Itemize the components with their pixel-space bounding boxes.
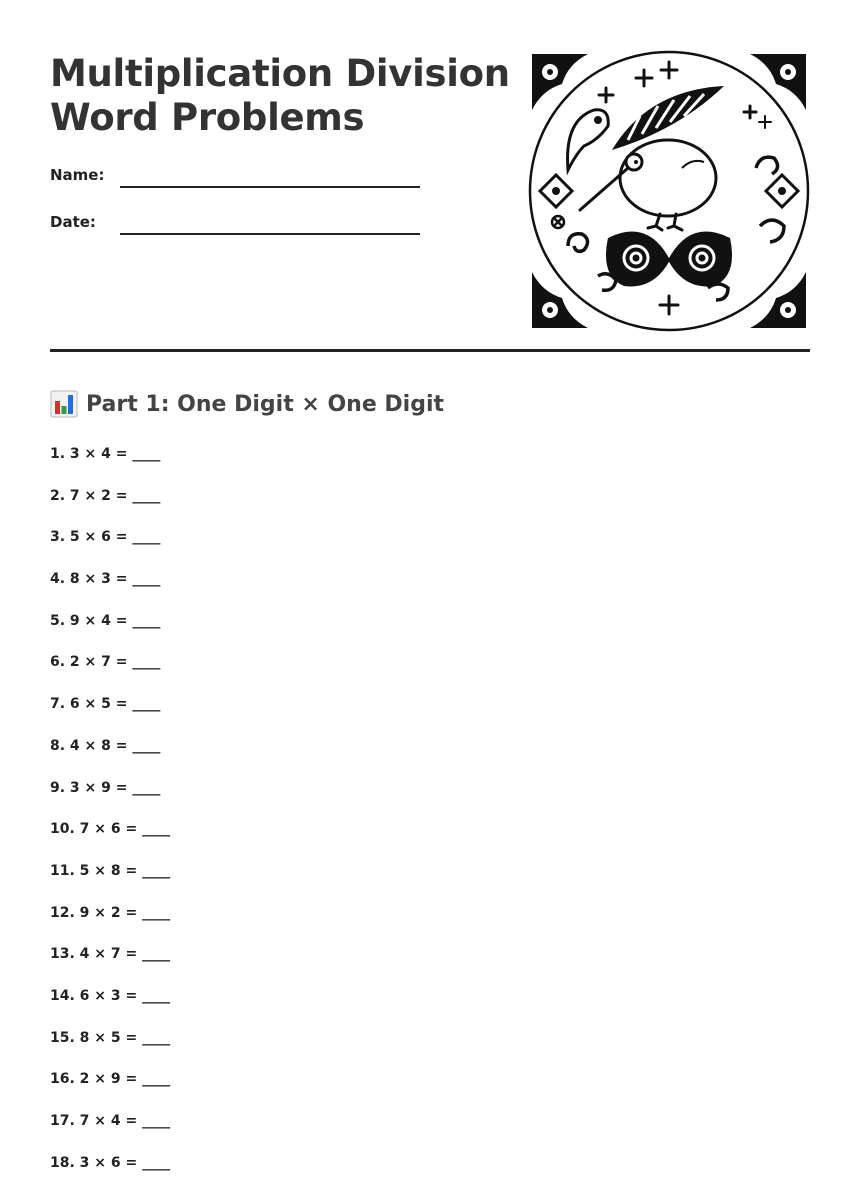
problem-list bbox=[50, 443, 550, 1193]
section-heading bbox=[50, 388, 444, 420]
problem-item: 13. 4 × 7 = ____ bbox=[50, 946, 171, 963]
header-divider bbox=[50, 349, 810, 352]
bar-chart-icon bbox=[50, 390, 78, 418]
problem-item: 15. 8 × 5 = ____ bbox=[50, 1029, 171, 1046]
name-field-line[interactable] bbox=[120, 186, 420, 188]
problem-item: 14. 6 × 3 = ____ bbox=[50, 987, 171, 1004]
problem-item: 3. 5 × 6 = ____ bbox=[50, 529, 161, 546]
problem-item: 2. 7 × 2 = ____ bbox=[50, 487, 161, 504]
problem-item: 16. 2 × 9 = ____ bbox=[50, 1071, 171, 1088]
date-field-line[interactable] bbox=[120, 233, 420, 235]
worksheet-title bbox=[50, 52, 510, 140]
problem-item: 18. 3 × 6 = ____ bbox=[50, 1154, 171, 1171]
problem-item: 5. 9 × 4 = ____ bbox=[50, 612, 161, 629]
kiwi-bird-emblem-icon bbox=[528, 50, 810, 332]
problem-item: 7. 6 × 5 = ____ bbox=[50, 696, 161, 713]
title-line-2: Word Problems bbox=[50, 96, 365, 139]
problem-item: 10. 7 × 6 = ____ bbox=[50, 821, 171, 838]
name-label: Name: bbox=[50, 166, 105, 184]
problem-item: 1. 3 × 4 = ____ bbox=[50, 446, 161, 462]
date-label: Date: bbox=[50, 213, 96, 231]
problem-item: 4. 8 × 3 = ____ bbox=[50, 571, 161, 588]
problem-item: 8. 4 × 8 = ____ bbox=[50, 737, 161, 754]
problem-item: 6. 2 × 7 = ____ bbox=[50, 654, 161, 671]
problem-item: 17. 7 × 4 = ____ bbox=[50, 1113, 171, 1129]
problem-item: 11. 5 × 8 = ____ bbox=[50, 862, 171, 879]
problem-item: 9. 3 × 9 = ____ bbox=[50, 779, 161, 796]
problem-item: 12. 9 × 2 = ____ bbox=[50, 904, 171, 921]
title-line-1: Multiplication Division bbox=[50, 52, 510, 95]
section-heading-text: Part 1: One Digit × One Digit bbox=[86, 391, 445, 417]
